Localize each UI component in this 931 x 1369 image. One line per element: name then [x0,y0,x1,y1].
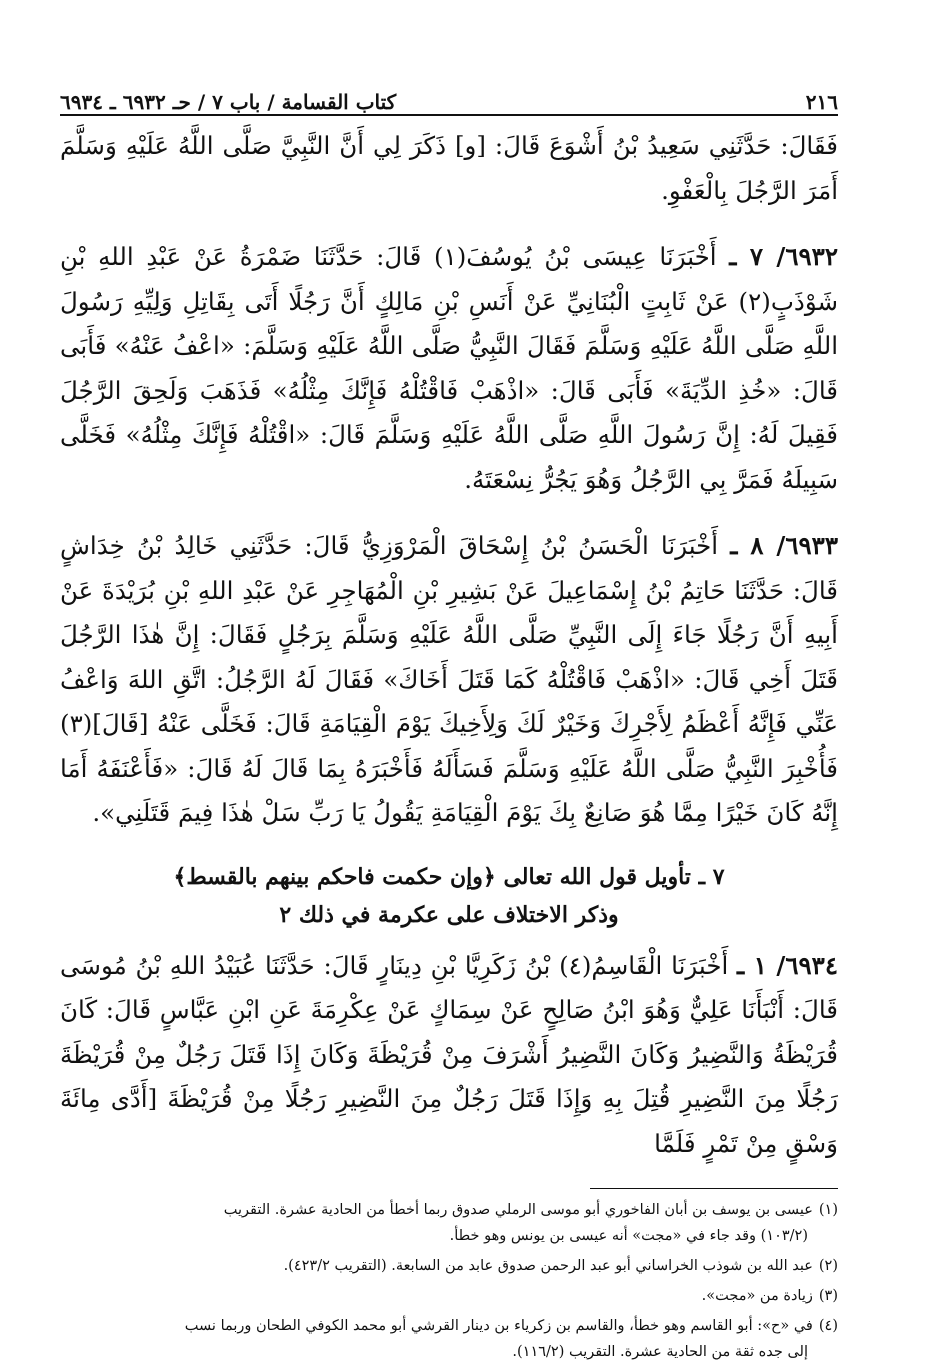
footnote-text: في «ح»: أبو القاسم وهو خطأ، والقاسم بن زكرياء بن دينار القرشي أبو محمد الكوفي الطحان وربما نسب [184,1318,813,1334]
hadith-number: ٦٩٣٤/ ١ ـ [737,950,838,980]
footnote-text: عبد الله بن شوذب الخراساني أبو عبد الرحمن صدوق عابد من السابعة. (التقريب ٤٢٣/٢). [283,1258,813,1274]
footnote-number: (١) [818,1202,838,1218]
footnote-4 [60,1313,838,1365]
hadith-6932 [60,235,838,502]
footnote-text-cont: (١٠٣/٢) وقد جاء في «مجت» أنه عيسى بن يونس وهو خطأ. [449,1228,808,1244]
hadith-6934 [60,944,838,1167]
book-page [60,78,838,1369]
footnote-2 [60,1253,838,1279]
paragraph [60,124,838,213]
main-text [60,124,838,1166]
chapter-title: ٧ ـ تأويل قول الله تعالى ﴿وإن حكمت فاحكم بينهم بالقسط﴾ [173,863,725,890]
footnote-text: عيسى بن يوسف بن أبان الفاخوري أبو موسى الرملي صدوق ربما أخطأ من الحادية عشرة. التقريب [223,1202,813,1218]
footnote-1 [60,1197,838,1249]
footnote-text: زيادة من «مجت». [701,1288,813,1304]
footnote-number: (٤) [818,1318,838,1334]
footnote-number: (٣) [818,1288,838,1304]
hadith-text: أَخْبَرَنَا الْحَسَنُ بْنُ إِسْحَاقَ الْمَرْوَزِيُّ قَالَ: حَدَّثَنِي خَالِدُ بْنُ خِدَاشٍ قَالَ: حَدَّثَنَا حَاتِمُ بْنُ إِسْمَاعِيلَ عَنْ بَشِيرِ بْنِ الْمُهَاجِرِ عَنْ عَبْدِ اللهِ بْنِ بُرَيْدَةَ عَنْ أَبِيهِ أَنَّ رَجُلًا جَاءَ إِلَى النَّبِيِّ صَلَّى اللَّهُ عَلَيْهِ وَسَلَّمَ بِرَجُلٍ فَقَالَ: إِنَّ هٰذَا الرَّجُلَ قَتَلَ أَخِي قَالَ: «اذْهَبْ فَاقْتُلْهُ كَمَا قَتَلَ أَخَاكَ» فَقَالَ لَهُ الرَّجُلُ: اتَّقِ اللهَ وَاعْفُ عَنِّي فَإِنَّهُ أَعْظَمُ لِأَجْرِكَ وَخَيْرٌ لَكَ وَلِأَخِيكَ يَوْمَ الْقِيَامَةِ قَالَ: فَخَلَّى عَنْهُ [قَالَ](٣) فَأُخْبِرَ النَّبِيُّ صَلَّى اللَّهُ عَلَيْهِ وَسَلَّمَ فَسَأَلَهُ فَأَخْبَرَهُ بِمَا قَالَ لَهُ قَالَ: «فَأَعْنَفَهُ أَمَا إِنَّهُ كَانَ خَيْرًا مِمَّا هُوَ صَانِعٌ بِكَ يَوْمَ الْقِيَامَةِ يَقُولُ يَا رَبِّ سَلْ هٰذَا فِيمَ قَتَلَنِي». [60,531,838,827]
hadith-text: أَخْبَرَنَا الْقَاسِمُ(٤) بْنُ زَكَرِيَّا بْنِ دِينَارٍ قَالَ: حَدَّثَنَا عُبَيْدُ اللهِ بْنُ مُوسَى قَالَ: أَنْبَأَنَا عَلِيٌّ وَهُوَ ابْنُ صَالِحٍ عَنْ سِمَاكٍ عَنْ عِكْرِمَةَ عَنِ ابْنِ عَبَّاسٍ قَالَ: كَانَ قُرَيْظَةُ وَالنَّضِيرُ وَكَانَ النَّضِيرُ أَشْرَفَ مِنْ قُرَيْظَةَ وَكَانَ إِذَا قَتَلَ رَجُلٌ مِنْ قُرَيْظَةَ رَجُلًا مِنَ النَّضِيرِ قُتِلَ بِهِ وَإِذَا قَتَلَ رَجُلٌ مِنَ النَّضِيرِ رَجُلًا مِنْ قُرَيْظَةَ [أَدَّى مِائَةَ وَسْقٍ مِنْ تَمْرٍ فَلَمَّا [60,950,838,1158]
hadith-text: أَخْبَرَنَا عِيسَى بْنُ يُوسُفَ(١) قَالَ: حَدَّثَنَا ضَمْرَةُ عَنْ عَبْدِ اللهِ بْنِ شَوْذَبٍ(٢) عَنْ ثَابِتٍ الْبُنَانِيِّ عَنْ أَنَسِ بْنِ مَالِكٍ أَنَّ رَجُلًا أَتَى بِقَاتِلِ وَلِيِّهِ رَسُولَ اللَّهِ صَلَّى اللَّهُ عَلَيْهِ وَسَلَّمَ فَقَالَ النَّبِيُّ صَلَّى اللَّهُ عَلَيْهِ وَسَلَّمَ: «اعْفُ عَنْهُ» فَأَبَى قَالَ: «خُذِ الدِّيَةَ» فَأَبَى قَالَ: «اذْهَبْ فَاقْتُلْهُ فَإِنَّكَ مِثْلُهُ» فَذَهَبَ وَلَحِقَ الرَّجُلَ فَقِيلَ لَهُ: إِنَّ رَسُولَ اللَّهِ صَلَّى اللَّهُ عَلَيْهِ وَسَلَّمَ قَالَ: «اقْتُلْهُ فَإِنَّكَ مِثْلُهُ» فَخَلَّى سَبِيلَهُ فَمَرَّ بِي الرَّجُلُ وَهُوَ يَجُرُّ نِسْعَتَهُ. [60,242,838,494]
footnote-3 [60,1283,838,1309]
hadith-6933 [60,524,838,836]
page-number: ٢١٦ [805,90,838,114]
hadith-number: ٦٩٣٢/ ٧ ـ [729,242,838,271]
chapter-subtitle: وذكر الاختلاف على عكرمة في ذلك ٢ [279,901,619,928]
chapter-heading [60,858,838,934]
page-header [60,78,838,116]
hadith-number: ٦٩٣٣/ ٨ ـ [730,531,838,560]
footnote-number: (٢) [818,1258,838,1274]
footnotes [60,1197,838,1365]
running-title: كتاب القسامة / باب ٧ / حـ ٦٩٣٢ ـ ٦٩٣٤ [60,90,397,114]
paragraph-text: فَقَالَ: حَدَّثَنِي سَعِيدُ بْنُ أَشْوَعَ قَالَ: [و] ذَكَرَ لِي أَنَّ النَّبِيَّ صَلَّى اللَّهُ عَلَيْهِ وَسَلَّمَ أَمَرَ الرَّجُلَ بِالْعَفْوِ. [60,131,838,205]
footnote-divider [590,1188,838,1189]
footnote-text-cont: إلى جده ثقة من الحادية عشرة. التقريب (١١٦/٢). [512,1344,808,1360]
